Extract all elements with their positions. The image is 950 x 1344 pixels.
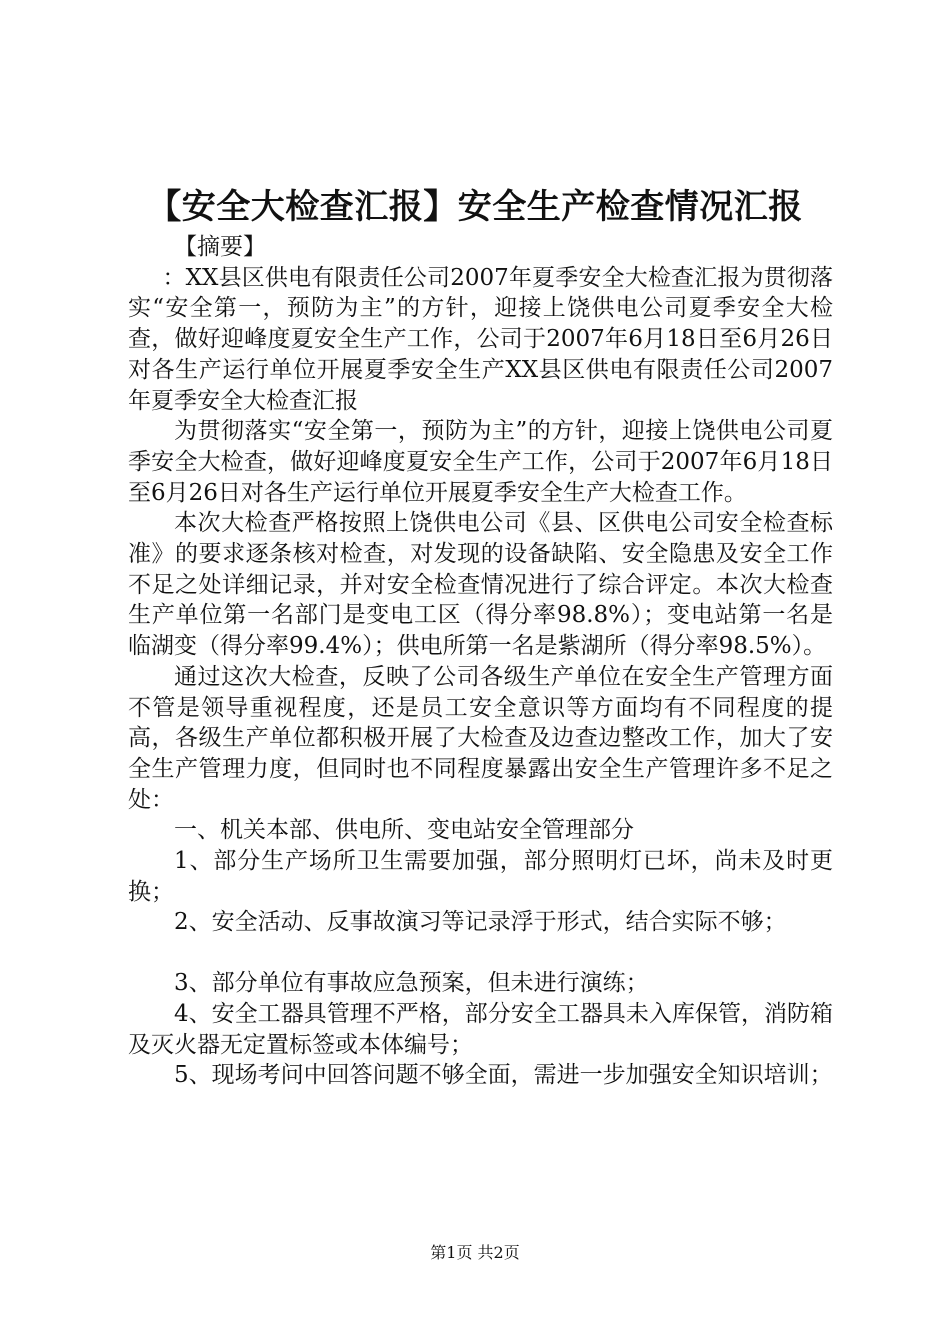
paragraph-purpose: 为贯彻落实“安全第一，预防为主”的方针，迎接上饶供电公司夏季安全大检查，做好迎峰度夏安全生产工作，公司于2007年6月18日至6月26日对各生产运行单位开展夏季安全生产大检查工作。	[128, 418, 833, 506]
document-title: 【安全大检查汇报】安全生产检查情况汇报	[147, 187, 803, 227]
list-item-1: 1、部分生产场所卫生需要加强，部分照明灯已坏，尚未及时更换；	[128, 848, 833, 905]
document-body	[128, 232, 833, 1091]
section-heading-1: 一、机关本部、供电所、变电站安全管理部分	[174, 817, 634, 844]
paragraph-findings-summary: 通过这次大检查，反映了公司各级生产单位在安全生产管理方面不管是领导重视程度，还是员工安全意识等方面均有不同程度的提高，各级生产单位都积极开展了大检查及边查边整改工作，加大了安全生产管理力度，但同时也不同程度暴露出安全生产管理许多不足之处：	[128, 663, 833, 813]
paragraph-inspection-results: 本次大检查严格按照上饶供电公司《县、区供电公司安全检查标准》的要求逐条核对检查，对发现的设备缺陷、安全隐患及安全工作不足之处详细记录，并对安全检查情况进行了综合评定。本次大检查生产单位第一名部门是变电工区（得分率98.8%）；变电站第一名是临湖变（得分率99.4%）；供电所第一名是紫湖所（得分率98.5%）。	[128, 510, 833, 660]
abstract-paragraph: ：XX县区供电有限责任公司2007年夏季安全大检查汇报为贯彻落实“安全第一，预防为主”的方针，迎接上饶供电公司夏季安全大检查，做好迎峰度夏安全生产工作，公司于2007年6月18日至6月26日对各生产运行单位开展夏季安全生产XX县区供电有限责任公司2007年夏季安全大检查汇报	[128, 264, 833, 414]
page-footer: 第1页 共2页	[430, 1243, 520, 1262]
list-item-3: 3、部分单位有事故应急预案，但未进行演练；	[174, 970, 649, 997]
abstract-label: 【摘要】	[174, 234, 266, 260]
list-item-4: 4、安全工器具管理不严格，部分安全工器具未入库保管，消防箱及灭火器无定置标签或本体编号；	[128, 1000, 833, 1058]
list-item-5: 5、现场考问中回答问题不够全面，需进一步加强安全知识培训；	[174, 1062, 833, 1089]
list-item-2: 2、安全活动、反事故演习等记录浮于形式，结合实际不够；	[174, 909, 787, 936]
blank-line	[128, 938, 833, 968]
